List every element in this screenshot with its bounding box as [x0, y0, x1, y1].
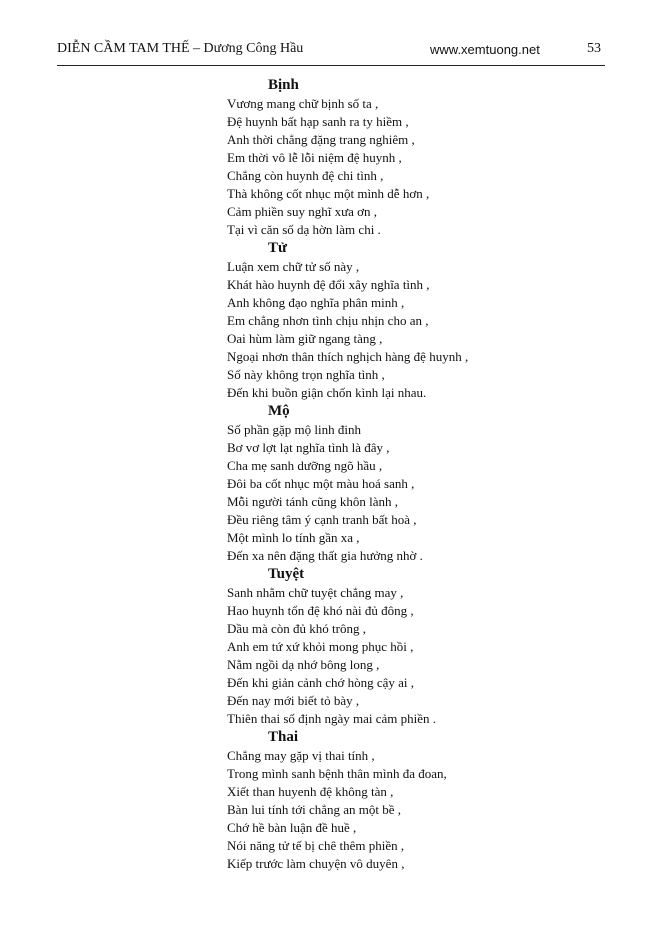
verse-line: Đến xa nên đặng thất gia hưởng nhờ .: [227, 548, 423, 563]
verse-line: Đôi ba cốt nhục một màu hoá sanh ,: [227, 476, 415, 491]
verse-line: Anh thời chẳng đặng trang nghiêm ,: [227, 132, 415, 147]
verse-line: Tại vì căn số dạ hờn làm chi .: [227, 222, 381, 237]
section-title: Tuyệt: [268, 566, 305, 582]
verse-line: Nằm ngồi dạ nhớ bông long ,: [227, 657, 380, 672]
verse-line: Vương mang chữ bịnh số ta ,: [227, 96, 379, 111]
verse-line: Oai hùm làm giữ ngang tàng ,: [227, 331, 383, 346]
poem-body: [227, 76, 647, 873]
verse-line: Cha mẹ sanh dưỡng ngõ hầu ,: [227, 458, 383, 473]
verse-line: Em chẳng nhơn tình chịu nhịn cho an ,: [227, 313, 429, 328]
verse-line: Xiết than huyenh đệ không tàn ,: [227, 784, 394, 799]
verse-line: Anh không đạo nghĩa phân minh ,: [227, 295, 405, 310]
verse-line: Đệ huynh bất hạp sanh ra ty hiềm ,: [227, 114, 409, 129]
verse-line: Thiên thai số định ngày mai cảm phiền .: [227, 711, 437, 726]
verse-line: Đến nay mới biết tỏ bày ,: [227, 693, 360, 708]
verse-line: Bàn lui tính tới chẳng an một bề ,: [227, 802, 402, 817]
header-divider: [57, 65, 605, 66]
verse-line: Khát hào huynh đệ đổi xây nghĩa tình ,: [227, 277, 430, 292]
verse-line: Nói năng tử tế bị chê thêm phiền ,: [227, 838, 405, 853]
verse-line: Chẳng còn huynh đệ chi tình ,: [227, 168, 384, 183]
section-title: Tử: [268, 240, 288, 256]
page-number: 53: [587, 41, 601, 56]
header-book-title: DIỄN CẦM TAM THẾ – Dương Công Hầu: [57, 41, 304, 56]
page-header: [57, 40, 605, 62]
verse-line: Luận xem chữ tử số này ,: [227, 259, 360, 274]
verse-line: Bơ vơ lợt lạt nghĩa tình là đây ,: [227, 440, 390, 455]
verse-line: Một mình lo tính gần xa ,: [227, 530, 360, 545]
verse-line: Mỗi người tánh cũng khôn lành ,: [227, 494, 398, 509]
verse-line: Trong mình sanh bệnh thân mình đa đoan,: [227, 766, 447, 781]
poem-section: [227, 728, 647, 873]
verse-line: Anh em tứ xứ khỏi mong phục hồi ,: [227, 639, 414, 654]
verse-line: Cảm phiền suy nghĩ xưa ơn ,: [227, 204, 378, 219]
verse-line: Số phần gặp mộ linh đinh: [227, 422, 361, 437]
verse-line: Đến khi buồn giận chốn kình lại nhau.: [227, 385, 427, 400]
verse-line: Thà không cốt nhục một mình dễ hơn ,: [227, 186, 430, 201]
verse-line: Dầu mà còn đủ khó trông ,: [227, 621, 367, 636]
section-title: Bịnh: [268, 77, 299, 93]
verse-line: Hao huynh tổn đệ khó nài đủ đông ,: [227, 603, 414, 618]
section-title: Mộ: [268, 403, 290, 419]
poem-section: [227, 76, 647, 239]
verse-line: Sanh nhằm chữ tuyệt chẳng may ,: [227, 585, 404, 600]
verse-line: Chớ hề bàn luận đề huề ,: [227, 820, 357, 835]
verse-line: Chẳng may gặp vị thai tính ,: [227, 748, 375, 763]
verse-line: Đều riêng tâm ý cạnh tranh bất hoà ,: [227, 512, 417, 527]
verse-line: Ngoại nhơn thân thích nghịch hàng đệ huynh ,: [227, 349, 469, 364]
verse-line: Đến khi giản cảnh chớ hòng cậy ai ,: [227, 675, 415, 690]
poem-section: [227, 402, 647, 565]
section-title: Thai: [268, 729, 299, 745]
verse-line: Số này không trọn nghĩa tình ,: [227, 367, 385, 382]
header-website: www.xemtuong.net: [430, 42, 540, 57]
poem-section: [227, 565, 647, 728]
verse-line: Kiếp trước làm chuyện vô duyên ,: [227, 856, 405, 871]
verse-line: Em thời vô lễ lỗi niệm đệ huynh ,: [227, 150, 402, 165]
poem-section: [227, 239, 647, 402]
